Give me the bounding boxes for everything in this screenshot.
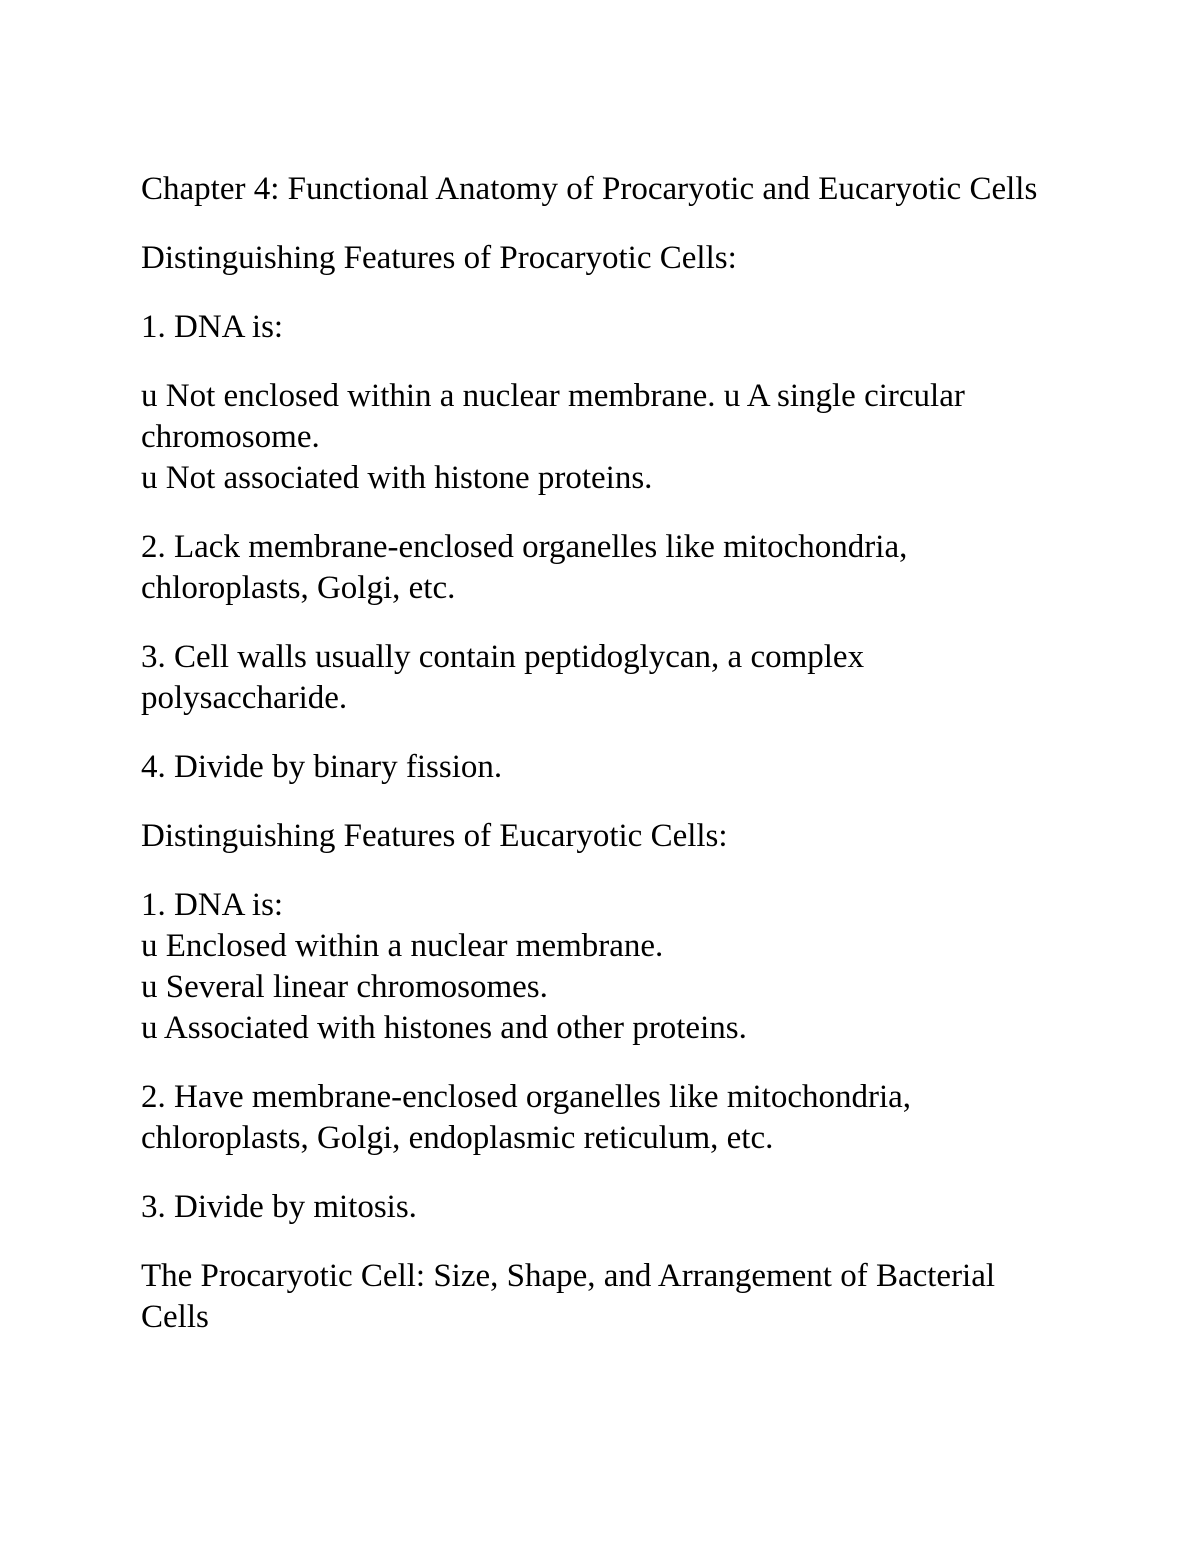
procaryotic-heading: Distinguishing Features of Procaryotic Cells:: [141, 240, 737, 276]
eucaryotic-dna-point-1: u Enclosed within a nuclear membrane.: [141, 928, 664, 964]
procaryotic-item-1-details: [141, 376, 1071, 499]
eucaryotic-item-3: 3. Divide by mitosis.: [141, 1189, 417, 1225]
procaryotic-item-4: 4. Divide by binary fission.: [141, 749, 503, 785]
section-heading: The Procaryotic Cell: Size, Shape, and Arrangement of Bacterial Cells: [141, 1258, 996, 1335]
chapter-title: Chapter 4: Functional Anatomy of Procaryotic and Eucaryotic Cells: [141, 171, 1038, 207]
eucaryotic-item-1-label: 1. DNA is:: [141, 887, 284, 923]
procaryotic-dna-point-2: u Not associated with histone proteins.: [141, 460, 653, 496]
eucaryotic-item-1: [141, 885, 1071, 1049]
eucaryotic-dna-point-2: u Several linear chromosomes.: [141, 969, 548, 1005]
procaryotic-item-3: 3. Cell walls usually contain peptidoglycan, a complex polysaccharide.: [141, 639, 865, 716]
eucaryotic-heading: Distinguishing Features of Eucaryotic Cells:: [141, 818, 728, 854]
procaryotic-item-2: 2. Lack membrane-enclosed organelles like mitochondria, chloroplasts, Golgi, etc.: [141, 529, 908, 606]
eucaryotic-dna-point-3: u Associated with histones and other proteins.: [141, 1010, 747, 1046]
procaryotic-item-1-label: 1. DNA is:: [141, 309, 284, 345]
document-body: [141, 169, 1071, 1366]
procaryotic-dna-point-1: u Not enclosed within a nuclear membrane. u A single circular chromosome.: [141, 378, 965, 455]
eucaryotic-item-2: 2. Have membrane-enclosed organelles like mitochondria, chloroplasts, Golgi, endoplasmic reticulum, etc.: [141, 1079, 912, 1156]
